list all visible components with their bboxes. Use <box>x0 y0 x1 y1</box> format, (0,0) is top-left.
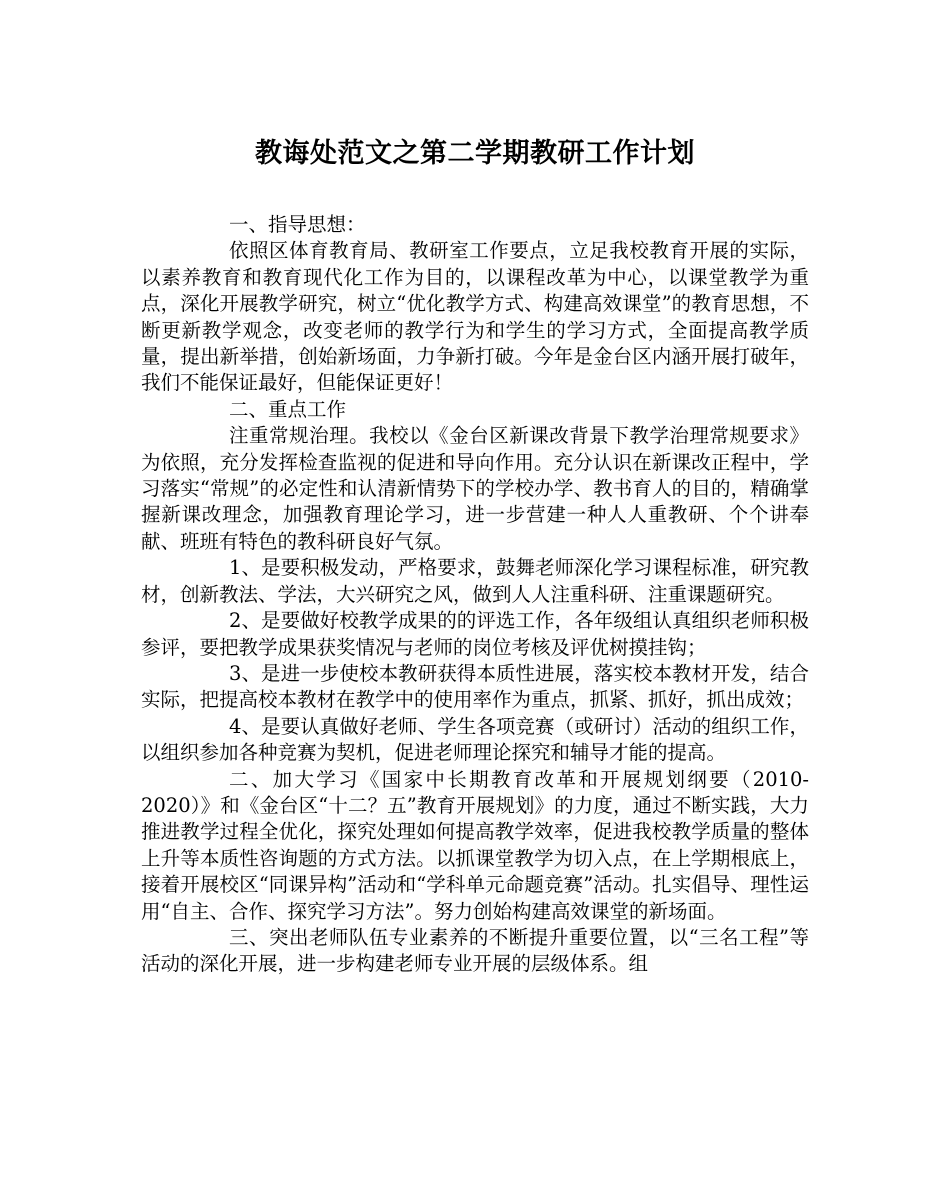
paragraph-guiding-text: 依照区体育教育局、教研室工作要点，立足我校教育开展的实际，以素养教育和教育现代化工作为目的，以课程改革为中心，以课堂教学为重点，深化开展教学研究，树立“优化教学方式、构建高效课堂”的教育思想，不断更新教学观念，改变老师的教学行为和学生的学习方式，全面提高教学质量，提出新举措，创始新场面，力争新打破。今年是金台区内涵开展打破年，我们不能保证最好，但能保证更好！ <box>141 239 809 395</box>
document-body <box>141 212 809 978</box>
document-title: 教诲处范文之第二学期教研工作计划 <box>255 138 695 169</box>
paragraph-guiding-heading: 一、指导思想： <box>229 213 366 236</box>
paragraph-key-work-heading: 二、重点工作 <box>229 397 347 421</box>
paragraph-teacher-quality: 三、突出老师队伍专业素养的不断提升重要位置，以“三名工程”等活动的深化开展，进一步构建老师专业开展的层级体系。组 <box>141 925 809 976</box>
paragraph-routine-management: 注重常规治理。我校以《金台区新课改背景下教学治理常规要求》为依照，充分发挥检查监视的促进和导向作用。充分认识在新课改正程中，学习落实“常规”的必定性和认清新情势下的学校办学、教书育人的目的，精确掌握新课改理念，加强教育理论学习，进一步营建一种人人重教研、个个讲奉献、班班有特色的教科研良好气氛。 <box>141 424 809 553</box>
paragraph-item-3: 3、是进一步使校本教研获得本质性进展，落实校本教材开发，结合实际，把提高校本教材在教学中的使用率作为重点，抓紧、抓好，抓出成效； <box>141 661 809 712</box>
paragraph-item-2: 2、是要做好校教学成果的的评选工作，各年级组认真组织老师积极参评，要把教学成果获奖情况与老师的岗位考核及评优树摸挂钩； <box>141 609 809 659</box>
paragraph-item-1: 1、是要积极发动，严格要求，鼓舞老师深化学习课程标准，研究教材，创新教法、学法，大兴研究之风，做到人人注重科研、注重课题研究。 <box>141 556 809 606</box>
paragraph-item-4: 4、是要认真做好老师、学生各项竞赛（或研讨）活动的组织工作，以组织参加各种竞赛为契机，促进老师理论探究和辅导才能的提高。 <box>141 714 809 765</box>
paragraph-study-plan: 二、加大学习《国家中长期教育改革和开展规划纲要（2010-2020）》和《金台区“十二？五”教育开展规划》的力度，通过不断实践，大力推进教学过程全优化，探究处理如何提高教学效率，促进我校教学质量的整体上升等本质性咨询题的方式方法。以抓课堂教学为切入点，在上学期根底上，接着开展校区“同课异构”活动和“学科单元命题竞赛”活动。扎实倡导、理性运用“自主、合作、探究学习方法”。努力创始构建高效课堂的新场面。 <box>141 767 809 923</box>
